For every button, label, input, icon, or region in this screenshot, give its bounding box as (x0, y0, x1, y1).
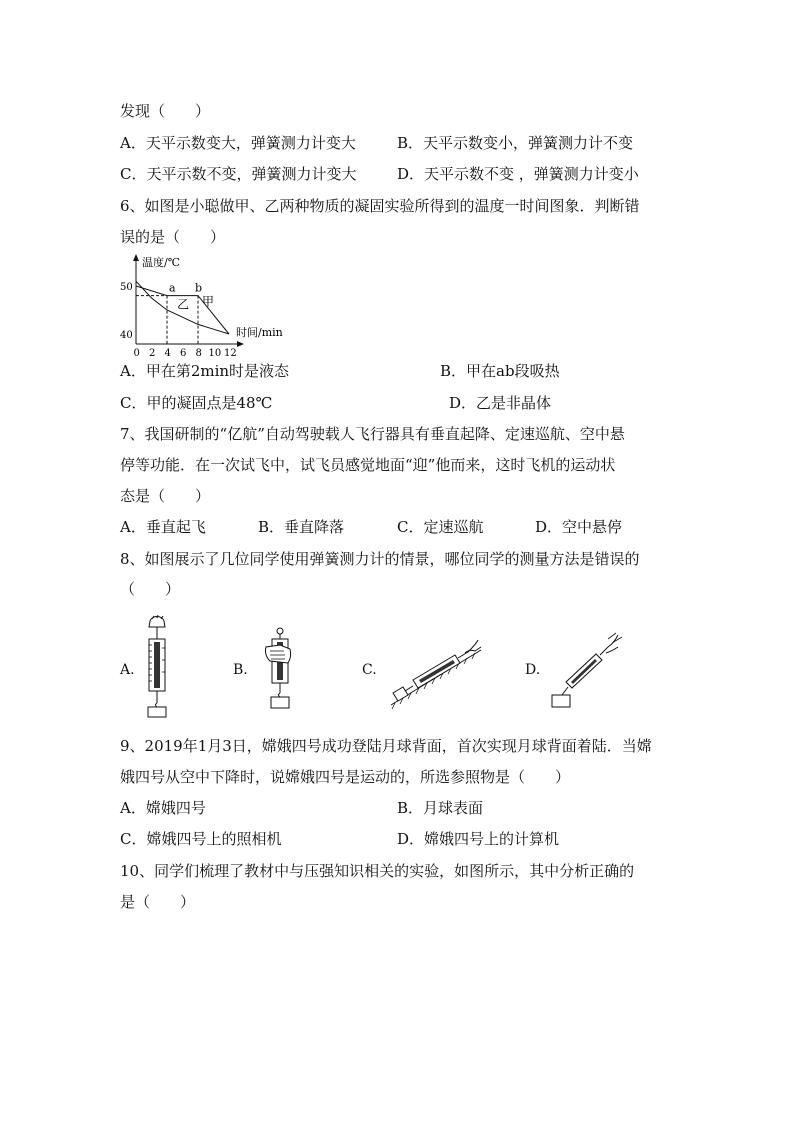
q8-option-c-label: C. (362, 662, 377, 678)
x-axis-label: 时间/min (236, 326, 283, 339)
q8-option-b-label: B. (233, 662, 248, 678)
x-tick-label: 12 (224, 348, 237, 359)
q8-option-a-label: A. (120, 662, 135, 678)
spring-scale-figure-a (138, 615, 178, 720)
y-axis-label: 温度/℃ (142, 256, 181, 269)
series-label-yi: 乙 (177, 297, 190, 312)
x-tick-label: 4 (164, 348, 171, 359)
q9-stem-line1: 9、2019年1月3日，嫦娥四号成功登陆月球背面，首次实现月球背面着陆．当嫦 (120, 737, 652, 755)
x-axis-arrow (237, 341, 244, 347)
q5-option-d: D．天平示数不变 ，弹簧测力计变小 (397, 165, 639, 183)
y-axis-arrow (133, 254, 139, 261)
q8-option-d-label: D. (525, 662, 541, 678)
point-label-a: a (169, 281, 176, 295)
q5-option-a: A．天平示数变大，弹簧测力计变大 (120, 134, 356, 152)
q8-stem-line2: （ ） (120, 580, 181, 598)
q5-option-b: B．天平示数变小，弹簧测力计不变 (397, 134, 634, 152)
x-tick-label: 10 (208, 348, 222, 359)
q6-option-b: B．甲在ab段吸热 (440, 362, 560, 380)
x-tick-label: 6 (180, 348, 187, 359)
q6-stem-line2: 误的是（ ） (120, 228, 226, 246)
q9-option-d: D．嫦娥四号上的计算机 (397, 830, 560, 848)
y-tick-label: 40 (120, 330, 133, 341)
q9-option-c: C．嫦娥四号上的照相机 (120, 830, 282, 848)
q5-option-c: C．天平示数不变，弹簧测力计变大 (120, 165, 357, 183)
point-label-b: b (195, 281, 203, 295)
x-tick-label: 2 (149, 348, 156, 359)
q8-stem-line1: 8、如图展示了几位同学使用弹簧测力计的情景，哪位同学的测量方法是错误的 (120, 550, 640, 568)
q7-option-c: C．定速巡航 (397, 518, 484, 536)
temperature-time-chart (118, 252, 318, 360)
q10-stem-line1: 10、同学们梳理了教材中与压强知识相关的实验，如图所示，其中分析正确的 (120, 862, 635, 880)
q6-option-c: C．甲的凝固点是48℃ (120, 394, 273, 412)
q7-option-b: B．垂直降落 (258, 518, 345, 536)
q10-stem-line2: 是（ ） (120, 893, 196, 911)
spring-scale-figure-c (385, 625, 485, 715)
x-tick-label: 8 (195, 348, 202, 359)
q6-stem-line1: 6、如图是小聪做甲、乙两种物质的凝固实验所得到的温度一时间图象．判断错 (120, 197, 640, 215)
q6-option-a: A．甲在第2min时是液态 (120, 362, 290, 380)
series-label-jia: 甲 (202, 294, 215, 309)
spring-scale-figure-d (548, 627, 628, 712)
q7-stem-line3: 态是（ ） (120, 487, 211, 505)
q7-option-a: A．垂直起飞 (120, 518, 206, 536)
x-tick-label: 0 (133, 348, 140, 359)
y-tick-label: 50 (120, 282, 133, 293)
spring-scale-figure-b (260, 627, 300, 712)
q9-stem-line2: 娥四号从空中下降时，说嫦娥四号是运动的，所选参照物是（ ） (120, 768, 571, 786)
q7-option-d: D．空中悬停 (535, 518, 623, 536)
q5-stem: 发现（ ） (120, 102, 211, 120)
q9-option-a: A．嫦娥四号 (120, 799, 206, 817)
q7-stem-line1: 7、我国研制的“亿航”自动驾驶载人飞行器具有垂直起降、定速巡航、空中悬 (120, 425, 625, 443)
q7-stem-line2: 停等功能．在一次试飞中，试飞员感觉地面“迎”他而来，这时飞机的运动状 (120, 456, 616, 474)
q9-option-b: B．月球表面 (397, 799, 484, 817)
q6-option-d: D．乙是非晶体 (449, 394, 552, 412)
